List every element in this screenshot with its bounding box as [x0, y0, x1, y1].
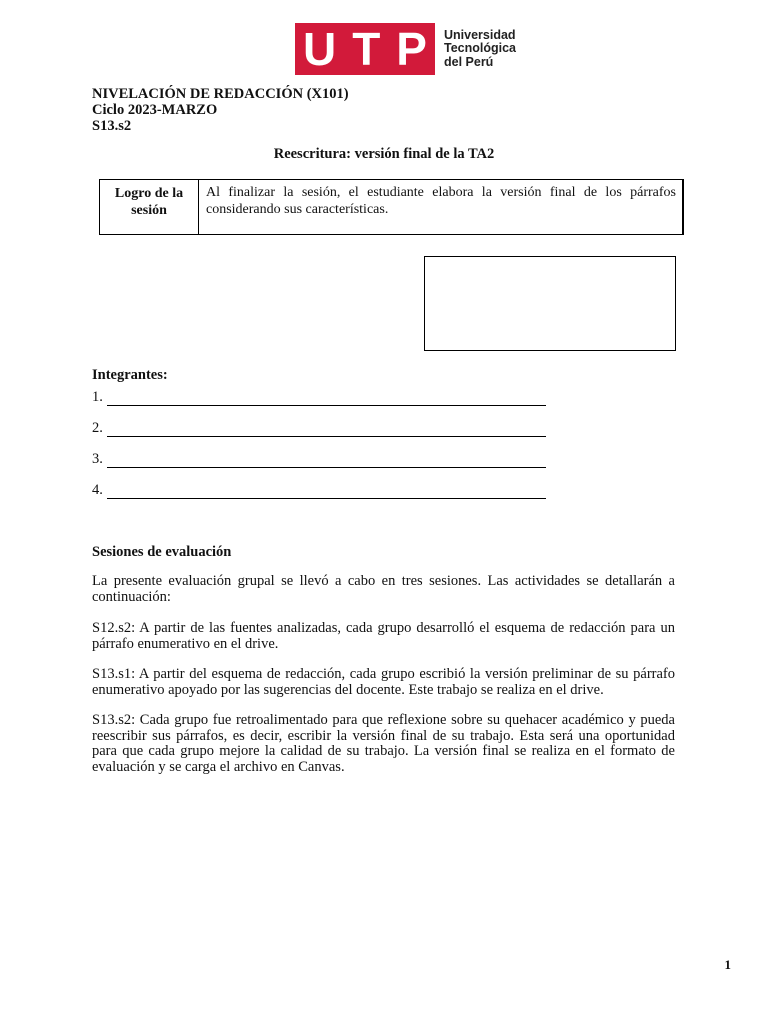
logro-text: Al finalizar la sesión, el estudiante elabora la versión final de los párrafos considerando sus características.: [206, 185, 676, 217]
utp-logo-mark: [295, 23, 435, 75]
grade-box: [424, 256, 676, 351]
logro-label: Logro de la sesión: [100, 180, 199, 234]
integrante-blank-line[interactable]: [107, 484, 546, 499]
sesiones-intro-paragraph: La presente evaluación grupal se llevó a cabo en tres sesiones. Las actividades se detallarán a continuación:: [92, 573, 675, 605]
logo-text-line: del Perú: [444, 54, 494, 69]
integrante-row: [92, 420, 546, 437]
session-code: S13.s2: [92, 118, 132, 134]
page-number-value: 1: [724, 957, 731, 972]
page-number: [0, 957, 731, 973]
s13s2-paragraph: S13.s2: Cada grupo fue retroalimentado para que reflexione sobre su quehacer académico y pueda reescribir sus párrafos, es decir, escribir la versión final de su trabajo. Esta será una oportunidad para que cada grupo mejore la calidad de su trabajo. La versión final se realiza en el formato de evaluación y se carga el archivo en Canvas.: [92, 712, 675, 775]
integrante-row: [92, 451, 546, 468]
integrante-number: 4.: [92, 482, 103, 498]
integrantes-title: Integrantes:: [92, 367, 168, 383]
cycle-name: Ciclo 2023-MARZO: [92, 102, 218, 118]
s12s2-paragraph: S12.s2: A partir de las fuentes analizadas, cada grupo desarrolló el esquema de redacción para un párrafo enumerativo en el drive.: [92, 620, 675, 652]
integrante-blank-line[interactable]: [107, 453, 546, 468]
integrante-number: 1.: [92, 389, 103, 405]
utp-logo: [295, 23, 516, 75]
integrante-number: 2.: [92, 420, 103, 436]
integrante-number: 3.: [92, 451, 103, 467]
integrante-blank-line[interactable]: [107, 391, 546, 406]
logo-letter-t: T: [352, 23, 381, 75]
course-name: NIVELACIÓN DE REDACCIÓN (X101): [92, 86, 349, 102]
sesiones-title: Sesiones de evaluación: [92, 544, 232, 560]
logo-letter-u: U: [302, 23, 337, 75]
integrante-row: [92, 482, 546, 499]
s13s1-paragraph: S13.s1: A partir del esquema de redacción, cada grupo escribió la versión preliminar de su párrafo enumerativo apoyado por las sugerencias del docente. Este trabajo se realiza en el drive.: [92, 666, 675, 698]
logo-letter-p: P: [396, 23, 427, 75]
integrante-blank-line[interactable]: [107, 422, 546, 437]
logo-text-line: Universidad: [444, 27, 516, 42]
document-title: Reescritura: versión final de la TA2: [273, 146, 495, 162]
document-header: [92, 86, 349, 134]
logo-text-line: Tecnológica: [444, 41, 517, 56]
logo-university-name: [444, 29, 516, 70]
logro-table: [99, 179, 684, 235]
integrante-row: [92, 389, 546, 406]
